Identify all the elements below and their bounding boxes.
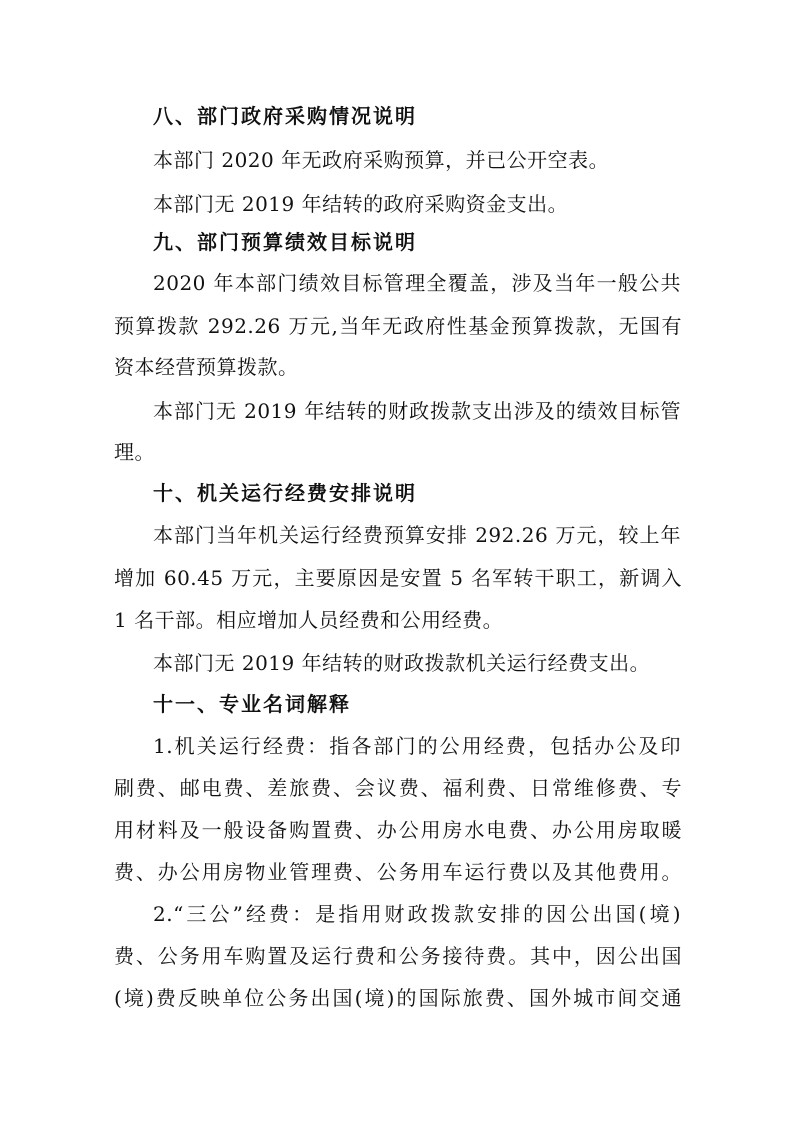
section-8-paragraph-1: 本部门 2020 年无政府采购预算，并已公开空表。 bbox=[153, 148, 610, 172]
section-9-paragraph-2-line-2: 理。 bbox=[114, 440, 155, 464]
section-10-paragraph-1-line-3: 1 名干部。相应增加人员经费和公用经费。 bbox=[114, 608, 504, 632]
section-8-paragraph-2: 本部门无 2019 年结转的政府采购资金支出。 bbox=[153, 192, 569, 216]
term-2-line-3: (境)费反映单位公务出国(境)的国际旅费、国外城市间交通 bbox=[114, 986, 682, 1010]
term-2-line-2: 费、公务用车购置及运行费和公务接待费。其中，因公出国 bbox=[114, 944, 682, 968]
section-10-paragraph-2: 本部门无 2019 年结转的财政拨款机关运行经费支出。 bbox=[153, 651, 651, 675]
term-1-line-1: 1.机关运行经费：指各部门的公用经费，包括办公及印 bbox=[153, 734, 681, 758]
section-9-heading: 九、部门预算绩效目标说明 bbox=[153, 230, 417, 254]
term-2-line-1: 2.“三公”经费：是指用财政拨款安排的因公出国(境) bbox=[153, 902, 681, 926]
section-9-paragraph-2-line-1: 本部门无 2019 年结转的财政拨款支出涉及的绩效目标管 bbox=[153, 399, 681, 423]
term-1-line-3: 用材料及一般设备购置费、办公用房水电费、办公用房取暖 bbox=[114, 818, 682, 842]
term-1-line-2: 刷费、邮电费、差旅费、会议费、福利费、日常维修费、专 bbox=[114, 776, 682, 800]
term-1-line-4: 费、办公用房物业管理费、公务用车运行费以及其他费用。 bbox=[114, 860, 682, 884]
section-10-paragraph-1-line-1: 本部门当年机关运行经费预算安排 292.26 万元，较上年 bbox=[153, 523, 681, 547]
section-11-heading: 十一、专业名词解释 bbox=[153, 692, 351, 716]
section-9-paragraph-1-line-2: 预算拨款 292.26 万元,当年无政府性基金预算拨款，无国有 bbox=[114, 314, 682, 338]
section-10-paragraph-1-line-2: 增加 60.45 万元，主要原因是安置 5 名军转干职工，新调入 bbox=[114, 566, 682, 590]
section-9-paragraph-1-line-1: 2020 年本部门绩效目标管理全覆盖，涉及当年一般公共 bbox=[153, 271, 681, 295]
section-10-heading: 十、机关运行经费安排说明 bbox=[153, 481, 417, 505]
section-9-paragraph-1-line-3: 资本经营预算拨款。 bbox=[114, 355, 299, 379]
section-8-heading: 八、部门政府采购情况说明 bbox=[153, 104, 417, 128]
